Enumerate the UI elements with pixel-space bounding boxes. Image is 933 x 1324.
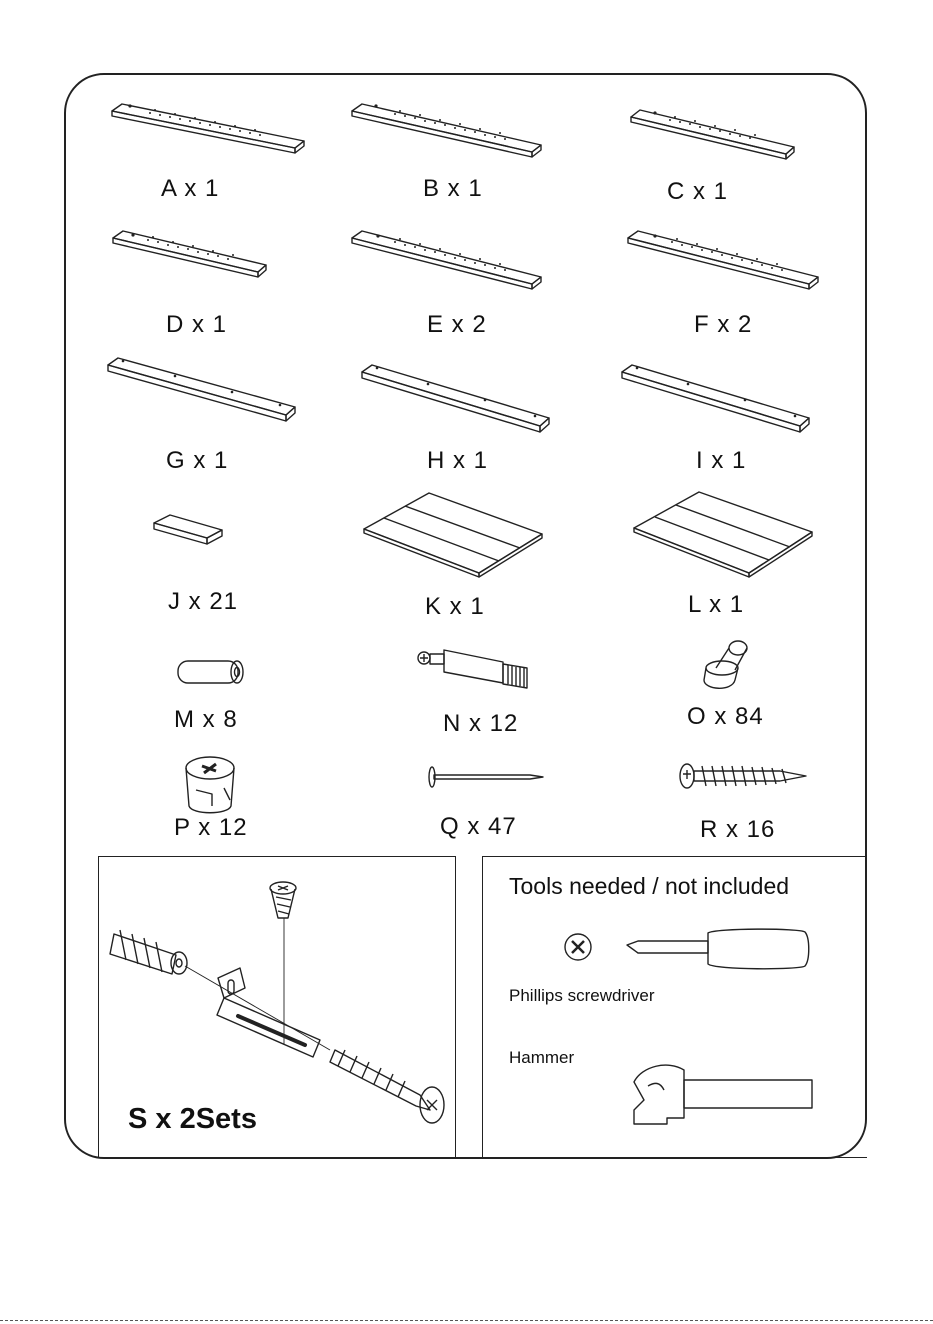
part-g-board-illustration xyxy=(108,358,295,421)
part-o-label: O x 84 xyxy=(687,703,764,730)
part-c-label: C x 1 xyxy=(667,178,729,205)
part-b-board-illustration xyxy=(352,104,541,157)
part-l-label: L x 1 xyxy=(688,591,745,618)
part-h-label: H x 1 xyxy=(427,447,489,474)
page-bottom-rule xyxy=(0,1320,933,1321)
part-n-cam-bolt-illustration xyxy=(418,650,527,688)
part-i-label: I x 1 xyxy=(696,447,747,474)
part-d-label: D x 1 xyxy=(166,311,228,338)
part-h-board-illustration xyxy=(362,365,549,432)
part-p-cam-lock-illustration xyxy=(186,757,234,813)
part-c-board-illustration xyxy=(631,110,794,159)
part-b-label: B x 1 xyxy=(423,175,483,202)
part-k-label: K x 1 xyxy=(425,593,485,620)
part-f-label: F x 2 xyxy=(694,311,753,338)
part-q-label: Q x 47 xyxy=(440,813,517,840)
part-m-dowel-illustration xyxy=(178,661,243,683)
part-k-panel-illustration xyxy=(364,493,542,577)
hammer-label: Hammer xyxy=(509,1048,575,1067)
screwdriver-label: Phillips screwdriver xyxy=(509,986,655,1005)
part-a-label: A x 1 xyxy=(161,175,220,202)
part-i-board-illustration xyxy=(622,365,809,432)
part-g-label: G x 1 xyxy=(166,447,229,474)
part-e-label: E x 2 xyxy=(427,311,487,338)
tools-box xyxy=(482,856,867,1158)
part-o-shelf-pin-illustration xyxy=(704,641,747,688)
part-f-board-illustration xyxy=(628,231,818,289)
part-p-label: P x 12 xyxy=(174,814,248,841)
part-e-board-illustration xyxy=(352,231,541,289)
part-r-screw-illustration xyxy=(680,764,806,788)
part-m-label: M x 8 xyxy=(174,706,238,733)
part-n-label: N x 12 xyxy=(443,710,519,737)
part-r-label: R x 16 xyxy=(700,816,776,843)
part-l-panel-illustration xyxy=(634,492,812,577)
tools-title: Tools needed / not included xyxy=(509,873,790,899)
part-j-label: J x 21 xyxy=(168,588,239,615)
anchor-kit-label: S x 2Sets xyxy=(128,1103,257,1135)
part-q-nail-illustration xyxy=(429,767,543,787)
part-j-block-illustration xyxy=(154,515,222,544)
part-a-board-illustration xyxy=(112,104,304,153)
part-d-board-illustration xyxy=(113,231,266,277)
